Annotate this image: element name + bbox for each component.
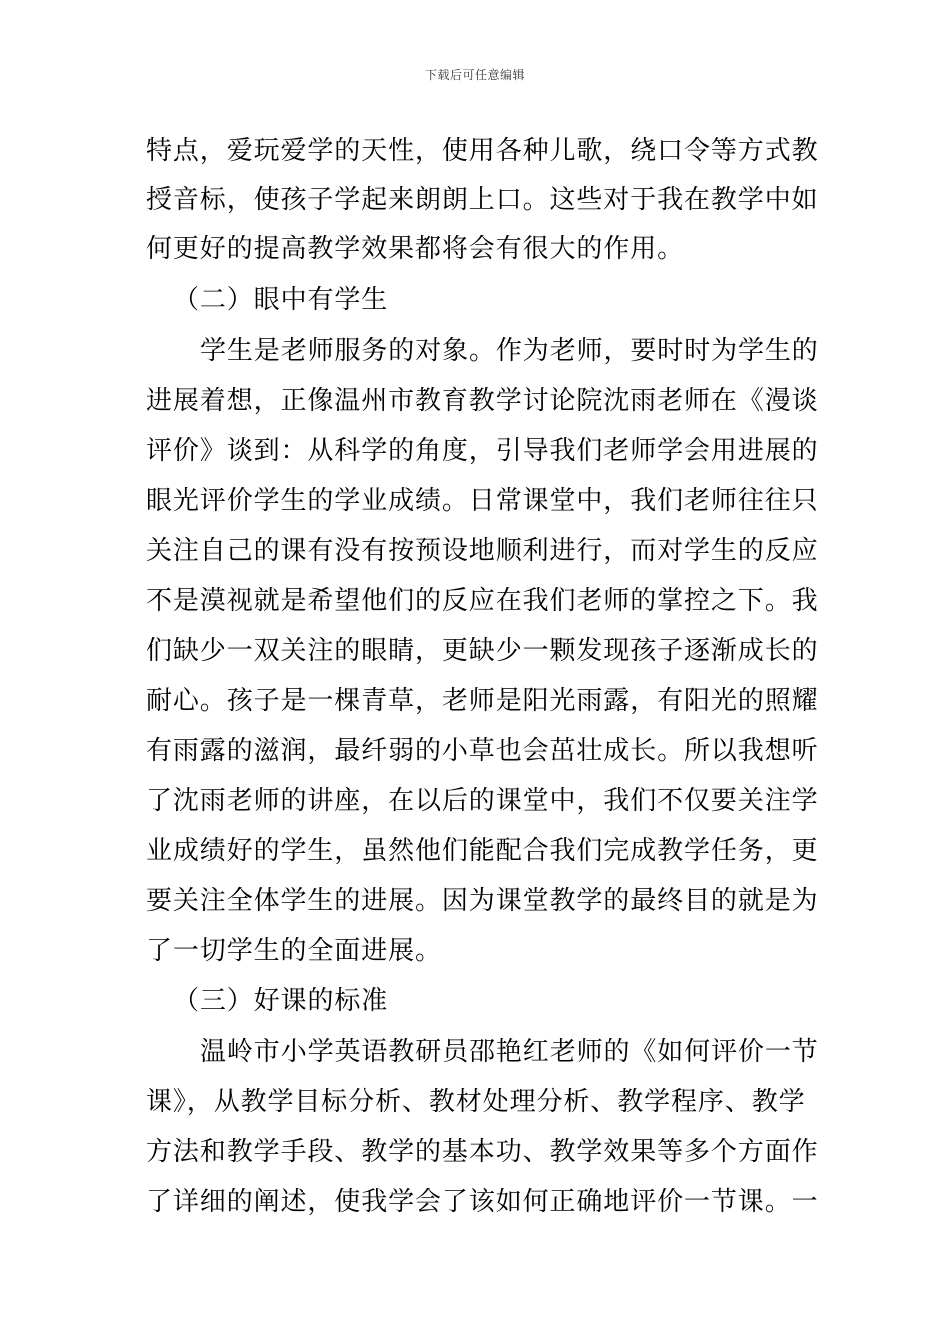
body-line: 们缺少一双关注的眼睛，更缺少一颗发现孩子逐渐成长的 <box>146 636 819 666</box>
body-line: 方法和教学手段、教学的基本功、教学效果等多个方面作 <box>146 1137 819 1167</box>
body-line: 授音标，使孩子学起来朗朗上口。这些对于我在教学中如 <box>146 185 819 215</box>
body-line: 眼光评价学生的学业成绩。日常课堂中，我们老师往往只 <box>146 486 819 516</box>
body-line: 了详细的阐述，使我学会了该如何正确地评价一节课。一 <box>146 1187 819 1217</box>
body-line: 业成绩好的学生，虽然他们能配合我们完成教学任务，更 <box>146 836 819 866</box>
body-line: 课》，从教学目标分析、教材处理分析、教学程序、教学 <box>146 1087 806 1117</box>
body-line: 特点，爱玩爱学的天性，使用各种儿歌，绕口令等方式教 <box>146 136 819 166</box>
body-line: 有雨露的滋润，最纤弱的小草也会茁壮成长。所以我想听 <box>146 736 819 766</box>
section-heading: （三）好课的标准 <box>173 986 389 1016</box>
body-line: 学生是老师服务的对象。作为老师，要时时为学生的 <box>200 336 819 366</box>
body-line: 了沈雨老师的讲座，在以后的课堂中，我们不仅要关注学 <box>146 786 819 816</box>
body-line: 不是漠视就是希望他们的反应在我们老师的掌控之下。我 <box>146 586 819 616</box>
body-line: 耐心。孩子是一棵青草，老师是阳光雨露，有阳光的照耀 <box>146 686 819 716</box>
body-line: 进展着想，正像温州市教育教学讨论院沈雨老师在《漫谈 <box>146 386 819 416</box>
body-line: 温岭市小学英语教研员邵艳红老师的《如何评价一节 <box>200 1037 819 1067</box>
body-line: 何更好的提高教学效果都将会有很大的作用。 <box>146 234 685 264</box>
body-line: 要关注全体学生的进展。因为课堂教学的最终目的就是为 <box>146 886 819 916</box>
body-line: 了一切学生的全面进展。 <box>146 936 442 966</box>
body-line: 关注自己的课有没有按预设地顺利进行，而对学生的反应 <box>146 536 819 566</box>
section-heading: （二）眼中有学生 <box>173 285 389 315</box>
body-line: 评价》谈到：从科学的角度，引导我们老师学会用进展的 <box>146 436 819 466</box>
page-header: 下载后可任意编辑 <box>424 68 525 82</box>
